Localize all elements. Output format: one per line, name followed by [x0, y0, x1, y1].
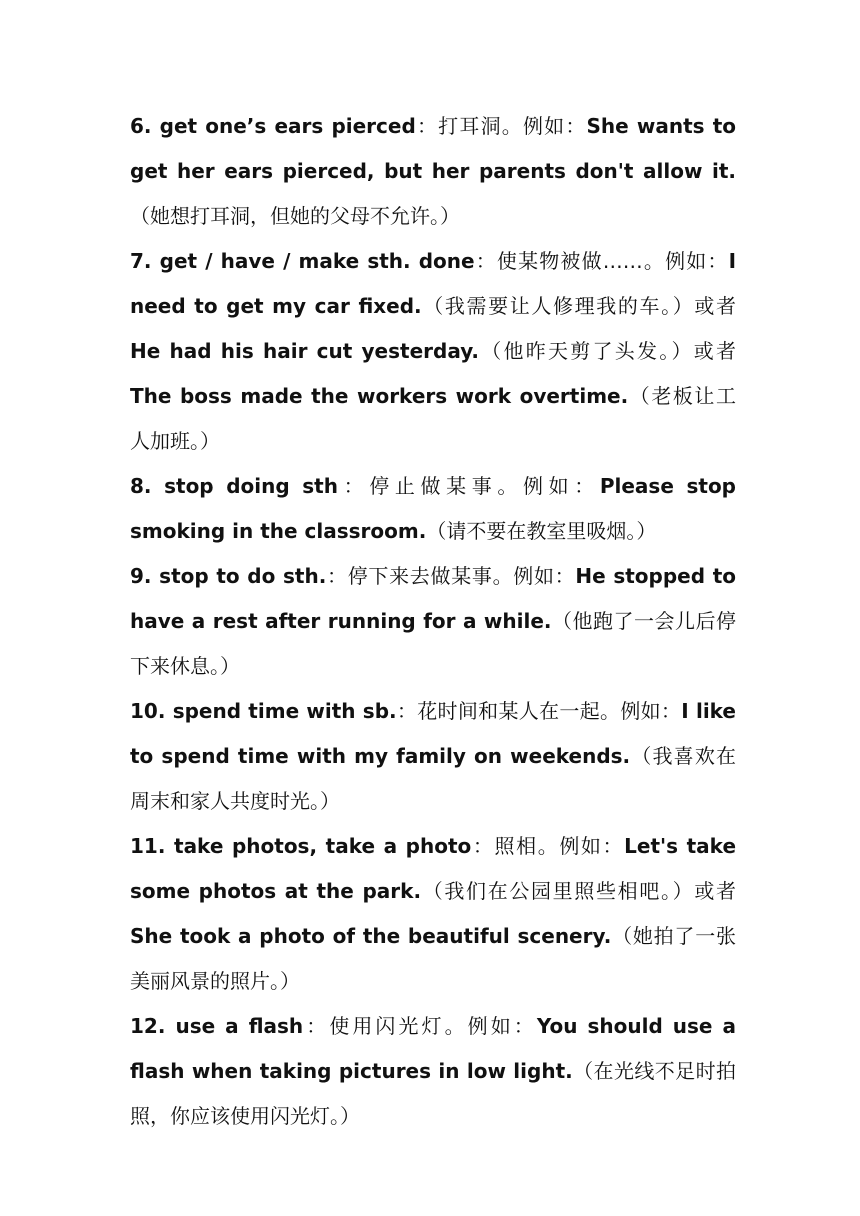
example-sentence: I like to spend time with my family on weekends.	[130, 699, 737, 768]
phrase-meaning: ：照相。例如：	[471, 834, 625, 858]
phrase-term: 6. get one’s ears pierced	[130, 114, 416, 138]
example-translation: （请不要在教室里吸烟。）	[426, 519, 657, 543]
phrase-term: 10. spend time with sb.	[130, 699, 397, 723]
example-translation: （我需要让人修理我的车。）或者	[421, 294, 736, 318]
phrase-meaning: ：花时间和某人在一起。例如：	[396, 699, 682, 723]
example-sentence: She took a photo of the beautiful scenery.	[130, 924, 612, 948]
phrase-meaning: ：使用闪光灯。例如：	[303, 1014, 537, 1038]
entry-9	[130, 554, 736, 689]
entry-12	[130, 1004, 736, 1139]
entry-6	[130, 104, 736, 239]
example-translation: （我喜欢在周末和家人共度时光。）	[130, 744, 737, 813]
example-translation: （老板让工人加班。）	[130, 384, 736, 453]
example-translation: （她拍了一张美丽风景的照片。）	[130, 924, 736, 993]
phrase-term: 12. use a flash	[130, 1014, 304, 1038]
example-translation: （在光线不足时拍照，你应该使用闪光灯。）	[130, 1059, 737, 1128]
phrase-meaning: ：停止做某事。例如：	[337, 474, 600, 498]
example-sentence: Please stop smoking in the classroom.	[130, 474, 736, 543]
example-translation: （她想打耳洞，但她的父母不允许。）	[130, 204, 460, 228]
example-translation: （他跑了一会儿后停下来休息。）	[130, 609, 736, 678]
phrase-term: 9. stop to do sth.	[130, 564, 327, 588]
example-sentence: The boss made the workers work overtime.	[130, 384, 629, 408]
phrase-meaning: ：打耳洞。例如：	[415, 114, 587, 138]
phrase-term: 11. take photos, take a photo	[130, 834, 472, 858]
phrase-meaning: ：使某物被做……。例如：	[474, 249, 729, 273]
entry-10	[130, 689, 736, 824]
example-sentence: She wants to get her ears pierced, but her parents don't allow it.	[130, 114, 737, 183]
document-page	[130, 104, 736, 1139]
example-sentence: You should use a flash when taking pictures in low light.	[130, 1014, 737, 1083]
entry-11	[130, 824, 736, 1004]
example-translation: （他昨天剪了头发。）或者	[479, 339, 737, 363]
example-sentence: I need to get my car fixed.	[130, 249, 737, 318]
phrase-meaning: ：停下来去做某事。例如：	[326, 564, 576, 588]
phrase-term: 8. stop doing sth	[130, 474, 338, 498]
phrase-term: 7. get / have / make sth. done	[130, 249, 475, 273]
entry-7	[130, 239, 736, 464]
example-translation: （我们在公园里照些相吧。）或者	[421, 879, 736, 903]
example-sentence: He stopped to have a rest after running for a while.	[130, 564, 737, 633]
entry-8	[130, 464, 736, 554]
example-sentence: Let's take some photos at the park.	[130, 834, 737, 903]
example-sentence: He had his hair cut yesterday.	[130, 339, 480, 363]
